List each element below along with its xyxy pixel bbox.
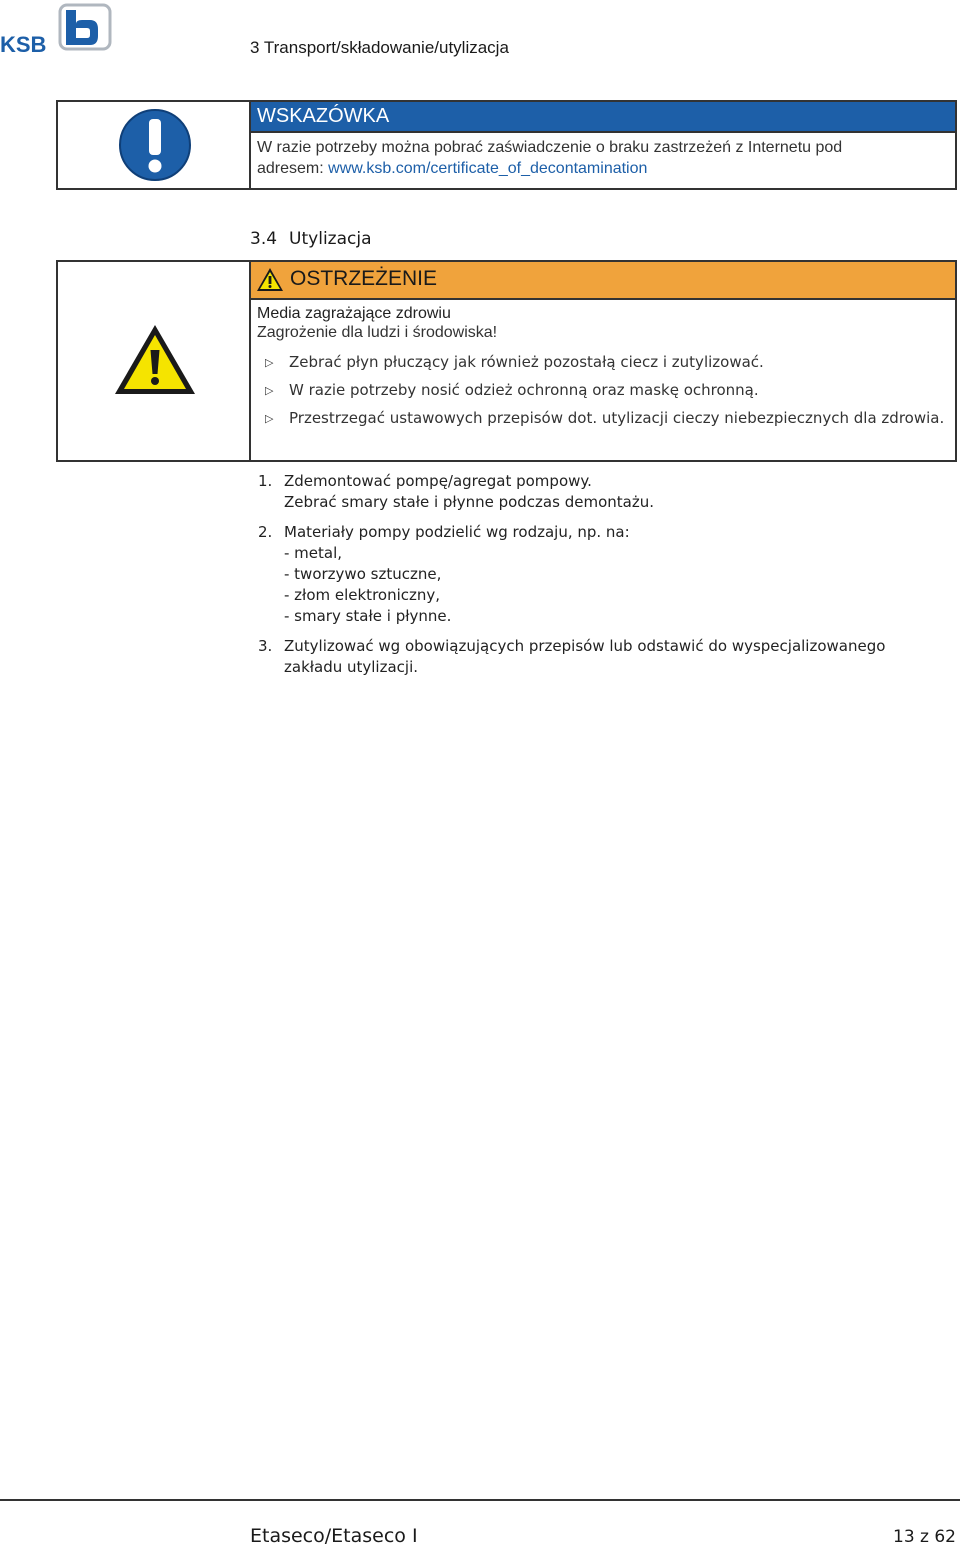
measure-item: ▷ Zebrać płyn płuczący jak również pozostałą ciecz i zutylizować. xyxy=(265,353,764,371)
step-item: 1. Zdemontować pompę/agregat pompowy. Zebrać smary stałe i płynne podczas demontażu. xyxy=(258,472,654,511)
ksb-logo xyxy=(0,2,116,54)
notice-text-line: W razie potrzeby można pobrać zaświadczenie o braku zastrzeżeń z Internetu pod xyxy=(257,139,843,156)
step-item: 2. Materiały pompy podzielić wg rodzaju, np. na: - metal, - tworzywo sztuczne, - złom elektroniczny, - smary stałe i płynne. xyxy=(258,523,630,625)
footer-product: Etaseco/Etaseco I xyxy=(250,1525,418,1547)
step-item: 3. Zutylizować wg obowiązujących przepisów lub odstawić do wyspecjalizowanego zakładu utylizacji. xyxy=(258,637,886,676)
measure-item: ▷ W razie potrzeby nosić odzież ochronną oraz maskę ochronną. xyxy=(265,381,759,399)
logo-text: KSB xyxy=(0,32,47,54)
notice-label: WSKAZÓWKA xyxy=(251,102,955,133)
consequence-text: Zagrożenie dla ludzi i środowiska! xyxy=(257,324,498,341)
step-number: 1. xyxy=(258,472,273,490)
bullet-triangle-icon: ▷ xyxy=(265,412,274,425)
step-number: 3. xyxy=(258,637,273,655)
section-title xyxy=(250,229,372,249)
measures-list xyxy=(257,352,945,436)
notice-box xyxy=(56,100,957,190)
warning-box xyxy=(56,260,957,462)
section-name: Utylizacja xyxy=(289,229,372,249)
footer-divider xyxy=(0,1499,960,1501)
decontamination-link[interactable]: www.ksb.com/certificate_of_decontamination xyxy=(328,160,648,177)
warning-header xyxy=(251,262,955,300)
hazard-text: Media zagrażające zdrowiu xyxy=(257,305,451,322)
footer-page-number: 13 z 62 xyxy=(893,1527,956,1547)
small-warning-icon xyxy=(256,267,284,293)
step-number: 2. xyxy=(258,523,273,541)
chapter-title: 3 Transport/składowanie/utylizacja xyxy=(250,38,509,57)
measure-item: ▷ Przestrzegać ustawowych przepisów dot. utylizacji cieczy niebezpiecznych dla zdrowia. xyxy=(265,409,945,427)
bullet-triangle-icon: ▷ xyxy=(265,384,274,397)
steps-list xyxy=(256,471,956,687)
notice-icon-cell xyxy=(58,102,251,188)
bullet-triangle-icon: ▷ xyxy=(265,356,274,369)
section-number: 3.4 xyxy=(250,229,278,249)
mandatory-exclamation-icon xyxy=(117,107,193,183)
notice-text xyxy=(257,137,943,179)
warning-label: OSTRZEŻENIE xyxy=(290,267,438,290)
warning-icon-cell xyxy=(58,262,251,460)
hazard-triangle-icon xyxy=(112,322,198,398)
notice-text-line: adresem: www.ksb.com/certificate_of_decontamination xyxy=(257,160,648,177)
